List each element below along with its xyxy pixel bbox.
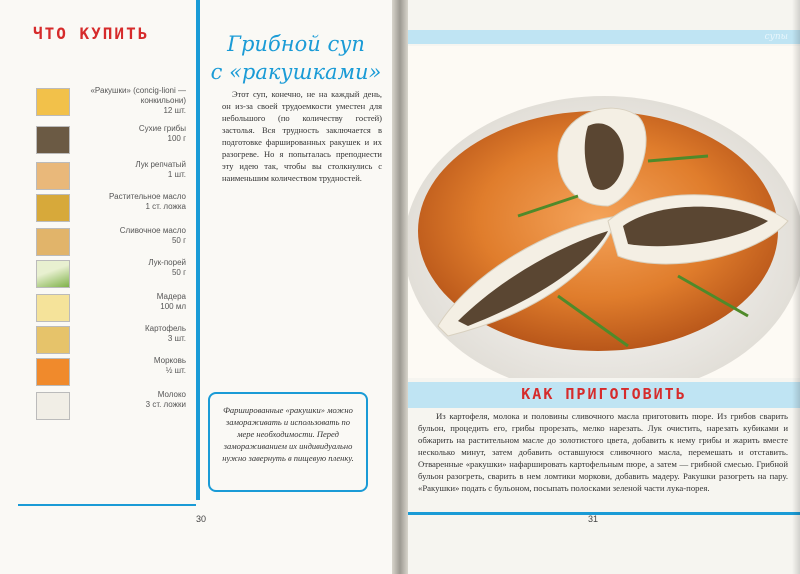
ingredient-item — [36, 292, 186, 328]
ingredient-name: Сухие грибы — [138, 124, 186, 133]
tip-text: Фаршированные «ракушки» можно замораживать и использовать по мере необходимости. Перед замораживанием их индивидуально нужно завернуть в пищевую пленку. — [222, 405, 354, 463]
ingredient-qty: 50 г — [171, 236, 186, 245]
ingredient-item — [36, 86, 186, 122]
method-bottom-rule — [408, 512, 800, 515]
leek-icon — [36, 260, 70, 288]
ingredient-name: Молоко — [157, 390, 186, 399]
ingredient-name: Лук-порей — [148, 258, 186, 267]
butter-icon — [36, 228, 70, 256]
left-page — [0, 0, 398, 574]
shopping-heading: ЧТО КУПИТЬ — [33, 24, 150, 43]
dish-photo — [408, 46, 800, 378]
ingredient-qty: 3 ст. ложки — [145, 400, 186, 409]
ingredient-item — [36, 124, 186, 160]
recipe-title-line1: Грибной суп — [227, 32, 365, 56]
onion-icon — [36, 162, 70, 190]
ingredient-item — [36, 160, 186, 196]
page-number-right: 31 — [588, 514, 599, 524]
method-heading: КАК ПРИГОТОВИТЬ — [521, 385, 687, 403]
recipe-title — [206, 30, 386, 86]
ingredient-name: «Ракушки» (concig-lioni — конкильони) — [90, 86, 186, 105]
page-edge-shadow — [792, 0, 800, 574]
ingredient-name: Лук репчатый — [135, 160, 186, 169]
right-page — [408, 0, 800, 574]
ingredient-qty: 1 ст. ложка — [145, 202, 186, 211]
ingredient-item — [36, 356, 186, 392]
ingredient-item — [36, 390, 186, 426]
ingredient-qty: 3 шт. — [167, 334, 186, 343]
ingredient-item — [36, 192, 186, 228]
page-number-left: 30 — [196, 514, 207, 524]
pasta-shells-icon — [36, 88, 70, 116]
header-band — [408, 30, 800, 44]
ingredient-item — [36, 226, 186, 262]
ingredient-item — [36, 324, 186, 360]
ingredient-qty: 100 г — [167, 134, 186, 143]
dried-mushrooms-icon — [36, 126, 70, 154]
soup-plate-illustration — [408, 46, 800, 378]
ingredient-name: Растительное масло — [109, 192, 186, 201]
intro-paragraph: Этот суп, конечно, не на каждый день, он из-за своей трудоемкости уместен для небольшого (по количеству гостей) застолья. Вся трудность заключается в подготовке фаршированных ракушек и их разогреве. Но я попыталась преподнести эту идею так, чтобы вы столкнулись с наименьшим количеством трудностей. — [222, 89, 382, 183]
section-label: супы — [764, 32, 788, 42]
ingredient-name: Сливочное масло — [119, 226, 186, 235]
ingredient-name: Мадера — [156, 292, 186, 301]
ingredient-name: Картофель — [144, 324, 186, 333]
milk-glass-icon — [36, 392, 70, 420]
ingredient-qty: 1 шт. — [167, 170, 186, 179]
ingredient-item — [36, 258, 186, 294]
recipe-title-line2: с «ракушками» — [210, 60, 382, 84]
carrot-icon — [36, 358, 70, 386]
tip-box — [208, 392, 368, 492]
ingredient-name: Морковь — [153, 356, 186, 365]
ingredient-qty: 100 мл — [160, 302, 186, 311]
book-gutter — [392, 0, 408, 574]
ingredient-qty: 12 шт. — [163, 106, 186, 115]
potato-icon — [36, 326, 70, 354]
ingredient-qty: 50 г — [171, 268, 186, 277]
wine-glass-icon — [36, 294, 70, 322]
method-paragraph: Из картофеля, молока и половины сливочного масла приготовить пюре. Из грибов сварить бульон, процедить его, грибы прорезать, мелко нарезать. Лук очистить, нарезать кубиками и обжарить на растительном масле до золотистого цвета, добавить к нему грибы и жарить вместе несколько минут, затем добавить оставшуюся сливочного масла, перемешать и отставить. Отваренные «ракушки» нафаршировать картофельным пюре, а затем — грибной смесью. Грибной бульон разогреть, сварить в нем ломтики моркови, добавить мадеру. Ракушки разогреть на пару. «Ракушки» подать с бульоном, посыпать полосками зеленой части лука-порея. — [418, 411, 788, 493]
page-divider-bar — [196, 0, 200, 500]
oil-bottle-icon — [36, 194, 70, 222]
ingredient-qty: ½ шт. — [165, 366, 186, 375]
